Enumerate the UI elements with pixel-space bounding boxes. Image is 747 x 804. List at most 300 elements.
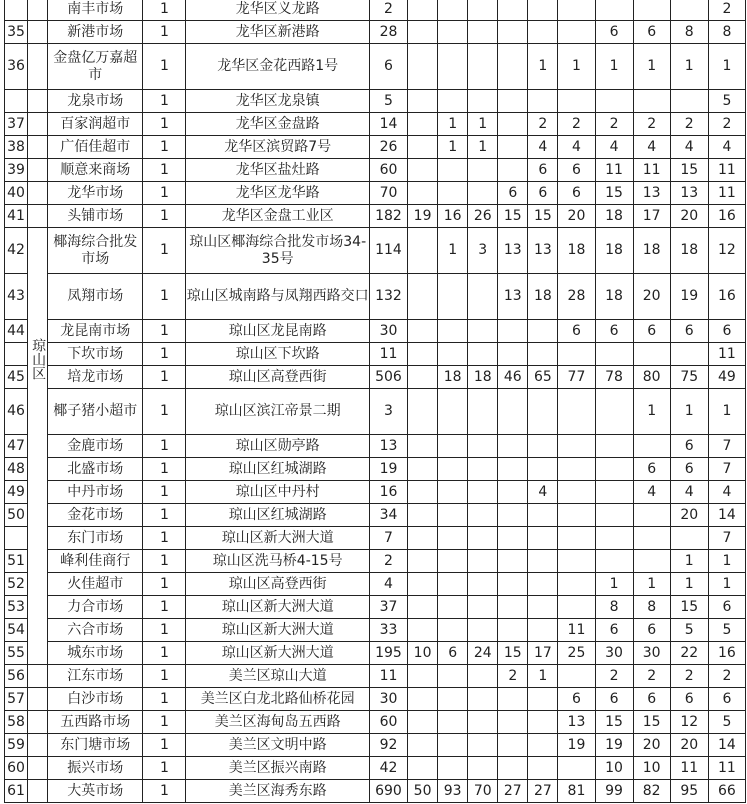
address-cell: 琼山区新大洲大道 [186,527,369,550]
year-value-cell: 11 [595,159,633,182]
year-value-cell [498,21,528,44]
count-cell: 1 [143,320,186,343]
year-value-cell [528,573,558,596]
year-value-cell: 4 [670,481,708,504]
year-value-cell [408,711,438,734]
table-row [5,113,746,136]
year-value-cell [438,734,468,757]
year-value-cell: 5 [708,90,745,113]
total-cell: 42 [369,757,407,780]
year-value-cell [528,619,558,642]
year-value-cell: 1 [528,44,558,90]
year-value-cell [468,159,498,182]
row-index-cell: 58 [5,711,28,734]
table-row [5,642,746,665]
total-cell: 6 [369,44,407,90]
table-row [5,619,746,642]
table-row [5,228,746,274]
table-row [5,90,746,113]
year-value-cell [468,343,498,366]
year-value-cell: 6 [670,435,708,458]
year-value-cell [595,481,633,504]
year-value-cell [468,90,498,113]
count-cell: 1 [143,0,186,21]
year-value-cell [468,481,498,504]
year-value-cell [498,389,528,435]
year-value-cell [633,504,670,527]
total-cell: 4 [369,573,407,596]
total-cell: 13 [369,435,407,458]
year-value-cell [670,90,708,113]
year-value-cell: 15 [595,182,633,205]
market-name-cell: 力合市场 [48,596,143,619]
year-value-cell [408,113,438,136]
year-value-cell [438,343,468,366]
year-value-cell [408,504,438,527]
year-value-cell: 16 [708,642,745,665]
count-cell: 1 [143,21,186,44]
year-value-cell: 1 [438,228,468,274]
row-index-cell: 50 [5,504,28,527]
district-cell-empty [28,780,48,803]
year-value-cell: 4 [633,481,670,504]
district-cell [28,228,48,665]
market-name-cell: 江东市场 [48,665,143,688]
address-cell: 琼山区红城湖路 [186,458,369,481]
address-cell: 龙华区金花西路1号 [186,44,369,90]
year-value-cell [498,435,528,458]
count-cell: 1 [143,228,186,274]
count-cell: 1 [143,44,186,90]
year-value-cell: 2 [708,665,745,688]
table-row [5,504,746,527]
market-name-cell: 金花市场 [48,504,143,527]
count-cell: 1 [143,435,186,458]
year-value-cell: 6 [498,182,528,205]
year-value-cell [408,619,438,642]
year-value-cell: 8 [670,21,708,44]
year-value-cell: 16 [708,274,745,320]
year-value-cell: 6 [595,619,633,642]
year-value-cell: 46 [498,366,528,389]
year-value-cell: 1 [670,550,708,573]
year-value-cell [595,504,633,527]
year-value-cell: 16 [708,205,745,228]
year-value-cell [528,435,558,458]
year-value-cell [468,44,498,90]
year-value-cell: 4 [708,481,745,504]
year-value-cell: 18 [595,205,633,228]
year-value-cell [438,320,468,343]
address-cell: 琼山区滨江帝景二期 [186,389,369,435]
address-cell: 琼山区洗马桥4-15号 [186,550,369,573]
year-value-cell [438,274,468,320]
year-value-cell [595,90,633,113]
year-value-cell: 4 [708,136,745,159]
total-cell: 26 [369,136,407,159]
address-cell: 琼山区龙昆南路 [186,320,369,343]
table-row [5,550,746,573]
row-index-cell [5,0,28,21]
total-cell: 7 [369,527,407,550]
year-value-cell [468,734,498,757]
year-value-cell: 1 [708,573,745,596]
row-index-cell: 46 [5,389,28,435]
row-index-cell: 49 [5,481,28,504]
year-value-cell: 1 [708,550,745,573]
year-value-cell [558,504,595,527]
year-value-cell: 4 [633,136,670,159]
count-cell: 1 [143,757,186,780]
total-cell: 37 [369,596,407,619]
year-value-cell: 6 [633,21,670,44]
district-cell-empty [28,44,48,90]
year-value-cell [438,757,468,780]
market-name-cell: 峰利佳商行 [48,550,143,573]
year-value-cell [528,458,558,481]
market-name-cell: 金盘亿万嘉超市 [48,44,143,90]
year-value-cell: 16 [438,205,468,228]
year-value-cell [468,665,498,688]
year-value-cell: 6 [633,458,670,481]
year-value-cell [633,435,670,458]
year-value-cell: 78 [595,366,633,389]
year-value-cell [498,136,528,159]
row-index-cell: 36 [5,44,28,90]
year-value-cell [438,389,468,435]
row-index-cell: 61 [5,780,28,803]
year-value-cell: 20 [558,205,595,228]
year-value-cell [468,21,498,44]
total-cell: 182 [369,205,407,228]
table-row [5,688,746,711]
year-value-cell: 6 [670,458,708,481]
address-cell: 琼山区城南路与凤翔西路交口 [186,274,369,320]
year-value-cell [468,182,498,205]
address-cell: 龙华区新港路 [186,21,369,44]
count-cell: 1 [143,527,186,550]
total-cell: 2 [369,550,407,573]
year-value-cell [498,113,528,136]
table-row [5,205,746,228]
year-value-cell: 6 [633,320,670,343]
year-value-cell: 17 [633,205,670,228]
year-value-cell [408,389,438,435]
district-cell-empty [28,136,48,159]
table-row [5,320,746,343]
year-value-cell: 2 [670,665,708,688]
total-cell: 92 [369,734,407,757]
district-cell-empty [28,688,48,711]
market-name-cell: 龙昆南市场 [48,320,143,343]
year-value-cell: 6 [558,320,595,343]
year-value-cell [633,343,670,366]
year-value-cell: 1 [670,44,708,90]
market-name-cell: 南丰市场 [48,0,143,21]
year-value-cell [670,0,708,21]
year-value-cell [558,0,595,21]
year-value-cell [558,90,595,113]
year-value-cell [438,619,468,642]
address-cell: 美兰区文明中路 [186,734,369,757]
year-value-cell: 1 [708,389,745,435]
year-value-cell: 6 [708,688,745,711]
year-value-cell: 6 [595,21,633,44]
row-index-cell: 52 [5,573,28,596]
count-cell: 1 [143,734,186,757]
year-value-cell: 18 [438,366,468,389]
year-value-cell: 4 [528,481,558,504]
market-name-cell: 百家润超市 [48,113,143,136]
year-value-cell [498,504,528,527]
total-cell: 19 [369,458,407,481]
district-label: 琼山区 [30,338,47,380]
year-value-cell [468,274,498,320]
year-value-cell: 2 [708,113,745,136]
year-value-cell: 1 [438,113,468,136]
year-value-cell [528,688,558,711]
year-value-cell: 25 [558,642,595,665]
year-value-cell [558,527,595,550]
year-value-cell [558,596,595,619]
year-value-cell: 2 [633,665,670,688]
year-value-cell [558,21,595,44]
row-index-cell: 42 [5,228,28,274]
count-cell: 1 [143,688,186,711]
year-value-cell [498,0,528,21]
year-value-cell [408,182,438,205]
count-cell: 1 [143,343,186,366]
year-value-cell: 18 [670,228,708,274]
market-name-cell: 椰子猪小超市 [48,389,143,435]
year-value-cell: 1 [633,44,670,90]
count-cell: 1 [143,182,186,205]
market-name-cell: 火佳超市 [48,573,143,596]
address-cell: 龙华区金盘工业区 [186,205,369,228]
year-value-cell [595,435,633,458]
table-row [5,159,746,182]
year-value-cell [670,527,708,550]
year-value-cell: 10 [408,642,438,665]
table-row [5,274,746,320]
row-index-cell: 59 [5,734,28,757]
year-value-cell: 6 [558,688,595,711]
row-index-cell: 57 [5,688,28,711]
year-value-cell [528,757,558,780]
table-row [5,44,746,90]
year-value-cell: 4 [558,136,595,159]
year-value-cell [468,504,498,527]
year-value-cell: 49 [708,366,745,389]
year-value-cell [558,343,595,366]
year-value-cell [408,228,438,274]
year-value-cell [438,435,468,458]
year-value-cell: 2 [670,113,708,136]
year-value-cell: 8 [595,596,633,619]
year-value-cell: 99 [595,780,633,803]
year-value-cell [595,527,633,550]
year-value-cell [558,435,595,458]
year-value-cell: 18 [558,228,595,274]
year-value-cell: 4 [670,136,708,159]
count-cell: 1 [143,274,186,320]
row-index-cell: 44 [5,320,28,343]
address-cell: 美兰区白龙北路仙桥花园 [186,688,369,711]
district-cell-empty [28,113,48,136]
year-value-cell [438,44,468,90]
year-value-cell [498,159,528,182]
year-value-cell: 12 [670,711,708,734]
year-value-cell [438,527,468,550]
year-value-cell: 15 [670,159,708,182]
address-cell: 琼山区中丹村 [186,481,369,504]
district-cell-empty [28,665,48,688]
count-cell: 1 [143,136,186,159]
total-cell: 2 [369,0,407,21]
year-value-cell [528,320,558,343]
table-row [5,366,746,389]
year-value-cell: 5 [708,619,745,642]
row-index-cell: 51 [5,550,28,573]
year-value-cell: 15 [633,711,670,734]
address-cell: 美兰区海甸岛五西路 [186,711,369,734]
total-cell: 28 [369,21,407,44]
market-data-table [4,0,746,803]
count-cell: 1 [143,113,186,136]
district-cell-empty [28,205,48,228]
table-row [5,481,746,504]
year-value-cell [595,0,633,21]
row-index-cell: 56 [5,665,28,688]
year-value-cell [438,182,468,205]
market-name-cell: 振兴市场 [48,757,143,780]
year-value-cell [528,343,558,366]
address-cell: 琼山区高登西街 [186,573,369,596]
year-value-cell: 13 [528,228,558,274]
year-value-cell [528,734,558,757]
year-value-cell [408,688,438,711]
district-cell-empty [28,0,48,21]
table-row [5,527,746,550]
year-value-cell: 2 [528,113,558,136]
year-value-cell [438,688,468,711]
year-value-cell: 1 [468,113,498,136]
year-value-cell [558,665,595,688]
table-row [5,757,746,780]
year-value-cell: 10 [595,757,633,780]
year-value-cell: 2 [633,113,670,136]
table-row [5,435,746,458]
year-value-cell [408,527,438,550]
row-index-cell [5,90,28,113]
table-row [5,711,746,734]
row-index-cell: 41 [5,205,28,228]
row-index-cell [5,343,28,366]
row-index-cell: 48 [5,458,28,481]
year-value-cell: 27 [498,780,528,803]
year-value-cell: 1 [558,44,595,90]
year-value-cell [558,481,595,504]
year-value-cell: 1 [670,389,708,435]
year-value-cell [408,366,438,389]
year-value-cell: 12 [708,228,745,274]
year-value-cell: 15 [498,205,528,228]
table-row [5,780,746,803]
market-name-cell: 六合市场 [48,619,143,642]
address-cell: 琼山区高登西街 [186,366,369,389]
year-value-cell: 14 [708,504,745,527]
year-value-cell: 95 [670,780,708,803]
market-name-cell: 北盛市场 [48,458,143,481]
year-value-cell: 5 [708,711,745,734]
year-value-cell [558,573,595,596]
row-index-cell: 60 [5,757,28,780]
address-cell: 琼山区勋亭路 [186,435,369,458]
total-cell: 70 [369,182,407,205]
market-name-cell: 中丹市场 [48,481,143,504]
table-row [5,136,746,159]
table-body [5,0,746,803]
market-name-cell: 椰海综合批发市场 [48,228,143,274]
year-value-cell: 11 [708,343,745,366]
year-value-cell: 2 [595,113,633,136]
count-cell: 1 [143,619,186,642]
count-cell: 1 [143,780,186,803]
row-index-cell: 45 [5,366,28,389]
count-cell: 1 [143,159,186,182]
year-value-cell [468,711,498,734]
year-value-cell: 80 [633,366,670,389]
year-value-cell: 1 [595,44,633,90]
year-value-cell [408,343,438,366]
year-value-cell [408,90,438,113]
district-cell-empty [28,734,48,757]
total-cell: 506 [369,366,407,389]
year-value-cell: 82 [633,780,670,803]
year-value-cell: 13 [558,711,595,734]
year-value-cell [408,44,438,90]
year-value-cell [468,389,498,435]
table-row [5,665,746,688]
table-row [5,458,746,481]
year-value-cell [595,389,633,435]
year-value-cell: 1 [633,573,670,596]
total-cell: 132 [369,274,407,320]
market-name-cell: 顺意来商场 [48,159,143,182]
year-value-cell [468,688,498,711]
total-cell: 30 [369,320,407,343]
row-index-cell: 38 [5,136,28,159]
count-cell: 1 [143,458,186,481]
row-index-cell: 37 [5,113,28,136]
year-value-cell [408,136,438,159]
year-value-cell: 1 [670,573,708,596]
row-index-cell: 39 [5,159,28,182]
year-value-cell [408,757,438,780]
year-value-cell: 15 [595,711,633,734]
year-value-cell: 18 [595,274,633,320]
year-value-cell [633,550,670,573]
year-value-cell: 27 [528,780,558,803]
year-value-cell [528,0,558,21]
table-row [5,573,746,596]
year-value-cell: 22 [670,642,708,665]
count-cell: 1 [143,389,186,435]
year-value-cell: 4 [528,136,558,159]
year-value-cell [438,504,468,527]
year-value-cell [528,596,558,619]
total-cell: 60 [369,159,407,182]
